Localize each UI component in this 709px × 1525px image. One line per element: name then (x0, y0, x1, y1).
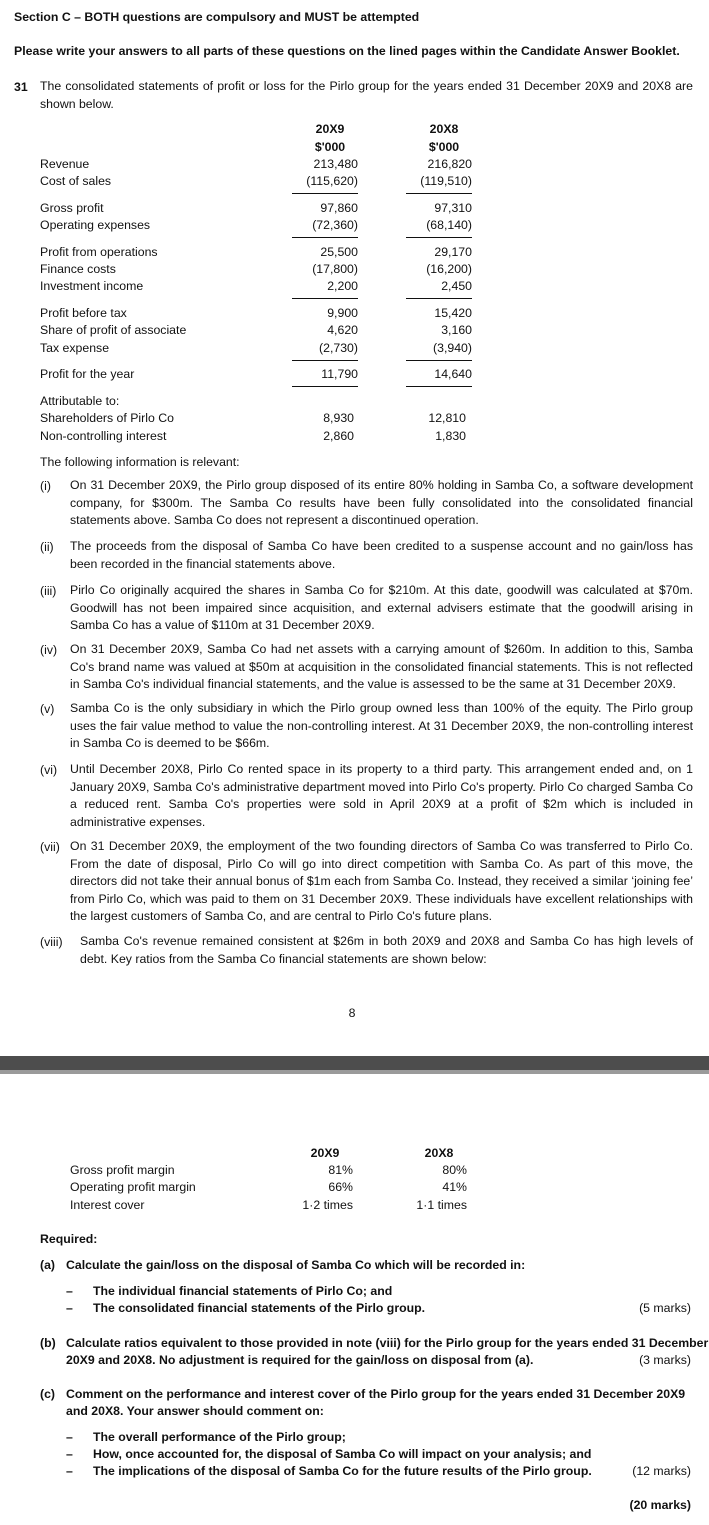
row-label: Finance costs (40, 262, 116, 276)
note-text: On 31 December 20X9, the Pirlo group disposed of its entire 80% holding in Samba Co, a software development company, for $300m. The Samba Co results have been fully consolidated into the consolidated financial statements above. Samba Co does not represent a discontinued operation. (70, 478, 693, 527)
note-text: Pirlo Co originally acquired the shares in Samba Co for $210m. At this date, goodwill was calculated at $70m. Goodwill has not been impaired since acquisition, and external advisers estimate that the goodwill arising in Samba Co has a value of $110m at 31 December 20X9. (70, 583, 693, 632)
bullet-dash: – (66, 1464, 73, 1478)
bullet-dash: – (66, 1284, 73, 1298)
row-value-20x9: 9,900 (327, 306, 358, 320)
bullet-dash: – (66, 1430, 73, 1444)
ratio-value-20x8: 1·1 times (416, 1198, 467, 1212)
ratio-value-20x9: 1·2 times (302, 1198, 353, 1212)
part-c-label: (c) (40, 1387, 56, 1401)
row-label: Profit before tax (40, 306, 127, 320)
row-value-20x8: 2,450 (441, 279, 472, 293)
ratio-col2-year: 20X8 (424, 1146, 454, 1160)
row-label: Revenue (40, 157, 90, 171)
ratio-label: Gross profit margin (70, 1163, 175, 1177)
part-b-label: (b) (40, 1336, 56, 1350)
note-text: The proceeds from the disposal of Samba Co have been credited to a suspense account and no gain/loss has been recorded in the financial statements above. (70, 539, 693, 571)
part-b-text-line2: 20X9 and 20X8. No adjustment is required for the gain/loss on disposal from (a). (66, 1353, 534, 1367)
row-value-20x8: 3,160 (441, 323, 472, 337)
row-value-20x8: 216,820 (427, 157, 472, 171)
row-value-20x9: 4,620 (327, 323, 358, 337)
rule (292, 237, 358, 238)
row-value-20x8: 12,810 (428, 411, 466, 425)
bullet-dash: – (66, 1301, 73, 1315)
row-value-20x9: (115,620) (306, 174, 358, 188)
row-label: Profit for the year (40, 367, 135, 381)
part-c-text-line2: and 20X8. Your answer should comment on: (66, 1404, 324, 1418)
row-value-20x8: (68,140) (426, 218, 472, 232)
part-b-text-line1: Calculate ratios equivalent to those provided in note (viii) for the Pirlo group for the years ended 31 December (66, 1336, 709, 1350)
part-c-marks: (12 marks) (632, 1464, 691, 1478)
row-value-20x9: 25,500 (320, 245, 358, 259)
row-value-20x8: 15,420 (434, 306, 472, 320)
note-text: On 31 December 20X9, the employment of the two founding directors of Samba Co was transferred to Pirlo Co. From the date of disposal, Pirlo Co will go into direct competition with Samba Co. As part of this move, the directors did not take their annual bonus of $1m each from Samba Co. Instead, they received a similar ‘joining fee’ from Pirlo Co, which was paid to them on 31 December 20X9. These individuals have excellent relationships with the largest customers of Samba Co, and are central to Pirlo Co's future plans. (70, 839, 693, 923)
ratio-value-20x8: 41% (442, 1180, 467, 1194)
ratio-value-20x8: 80% (442, 1163, 467, 1177)
rule (406, 193, 472, 194)
row-value-20x9: (72,360) (312, 218, 358, 232)
question-intro: The consolidated statements of profit or loss for the Pirlo group for the years ended 31 December 20X9 and 20X8 are shown below. (40, 79, 693, 111)
note-number: (iii) (40, 584, 57, 598)
row-value-20x8: (119,510) (420, 174, 472, 188)
row-value-20x9: (2,730) (319, 341, 358, 355)
row-value-20x8: 1,830 (435, 429, 466, 443)
row-value-20x9: 8,930 (323, 411, 354, 425)
row-value-20x8: 14,640 (434, 367, 472, 381)
page-break-shadow (0, 1070, 709, 1074)
note-number: (ii) (40, 540, 54, 554)
ratio-col1-year: 20X9 (310, 1146, 340, 1160)
note-text: Until December 20X8, Pirlo Co rented space in its property to a third party. This arrangement ended and, on 1 January 20X9, Samba Co's administrative department moved into Pirlo Co's property. Pirlo Co charged Samba Co a reduced rent. Samba Co's properties were sold in April 20X9 at a profit of $2m which is included in administrative expenses. (70, 762, 693, 829)
row-label: Investment income (40, 279, 144, 293)
part-b-marks: (3 marks) (639, 1353, 691, 1367)
ratio-value-20x9: 81% (328, 1163, 353, 1177)
rule (406, 298, 472, 299)
note-number: (vii) (40, 840, 60, 854)
row-value-20x9: 2,200 (327, 279, 358, 293)
row-value-20x9: 2,860 (323, 429, 354, 443)
row-label: Gross profit (40, 201, 104, 215)
col2-unit: $'000 (428, 140, 460, 154)
rule (406, 386, 472, 387)
col1-year: 20X9 (315, 122, 345, 136)
part-a-text: Calculate the gain/loss on the disposal of Samba Co which will be recorded in: (66, 1258, 526, 1272)
row-label: Operating expenses (40, 218, 151, 232)
note-number: (v) (40, 702, 55, 716)
col2-year: 20X8 (429, 122, 459, 136)
row-value-20x8: 97,310 (434, 201, 472, 215)
page-break (0, 1056, 709, 1070)
row-label: Profit from operations (40, 245, 158, 259)
part-c-bullet: How, once accounted for, the disposal of Samba Co will impact on your analysis; and (93, 1447, 592, 1461)
note-number: (viii) (40, 935, 63, 949)
row-value-20x9: 97,860 (320, 201, 358, 215)
part-c-bullet: The implications of the disposal of Samba Co for the future results of the Pirlo group. (93, 1464, 592, 1478)
part-a-bullet: The consolidated financial statements of the Pirlo group. (93, 1301, 426, 1315)
part-c-text-line1: Comment on the performance and interest cover of the Pirlo group for the years ended 31 December 20X9 (66, 1387, 686, 1401)
ratio-label: Interest cover (70, 1198, 145, 1212)
part-a-label: (a) (40, 1258, 56, 1272)
rule (292, 298, 358, 299)
row-value-20x9: 11,790 (321, 367, 358, 381)
note-number: (iv) (40, 643, 58, 657)
rule (292, 193, 358, 194)
row-label: Non-controlling interest (40, 429, 167, 443)
note-text: Samba Co is the only subsidiary in which the Pirlo group owned less than 100% of the equity. The Pirlo group uses the fair value method to value the non-controlling interest. At 31 December 20X9, the non-controlling interest in Samba Co is deemed to be $66m. (70, 701, 693, 750)
note-number: (vi) (40, 763, 58, 777)
ratio-label: Operating profit margin (70, 1180, 196, 1194)
row-label: Share of profit of associate (40, 323, 187, 337)
rule (292, 386, 358, 387)
row-label: Cost of sales (40, 174, 112, 188)
row-value-20x9: (17,800) (312, 262, 358, 276)
section-title: Section C – BOTH questions are compulsory and MUST be attempted (14, 10, 420, 24)
row-label: Tax expense (40, 341, 110, 355)
rule (406, 237, 472, 238)
row-value-20x8: (3,940) (433, 341, 472, 355)
question-number: 31 (14, 80, 28, 94)
row-label: Shareholders of Pirlo Co (40, 411, 174, 425)
total-marks: (20 marks) (629, 1498, 691, 1512)
rule (292, 360, 358, 361)
note-text: On 31 December 20X9, Samba Co had net assets with a carrying amount of $260m. In addition to this, Samba Co's brand name was valued at $50m at acquisition in the consolidated financial statements. This is not reflected in Samba Co's individual financial statements, and the value is assessed to be the same at 31 December 20X9. (70, 642, 693, 691)
part-a-bullet: The individual financial statements of Pirlo Co; and (93, 1284, 393, 1298)
row-value-20x9: 213,480 (313, 157, 358, 171)
part-a-marks: (5 marks) (639, 1301, 691, 1315)
required-heading: Required: (40, 1232, 98, 1246)
note-number: (i) (40, 479, 51, 493)
part-c-bullet: The overall performance of the Pirlo group; (93, 1430, 346, 1444)
info-intro: The following information is relevant: (40, 455, 240, 469)
ratio-value-20x9: 66% (328, 1180, 353, 1194)
rule (406, 360, 472, 361)
note-text: Samba Co's revenue remained consistent at $26m in both 20X9 and 20X8 and Samba Co has high levels of debt. Key ratios from the Samba Co financial statements are shown below: (80, 934, 693, 966)
bullet-dash: – (66, 1447, 73, 1461)
attributable-heading: Attributable to: (40, 394, 120, 408)
row-value-20x8: (16,200) (426, 262, 472, 276)
col1-unit: $'000 (314, 140, 346, 154)
instruction: Please write your answers to all parts of these questions on the lined pages within the Candidate Answer Booklet. (14, 44, 680, 58)
row-value-20x8: 29,170 (434, 245, 472, 259)
page-number: 8 (348, 1006, 356, 1020)
